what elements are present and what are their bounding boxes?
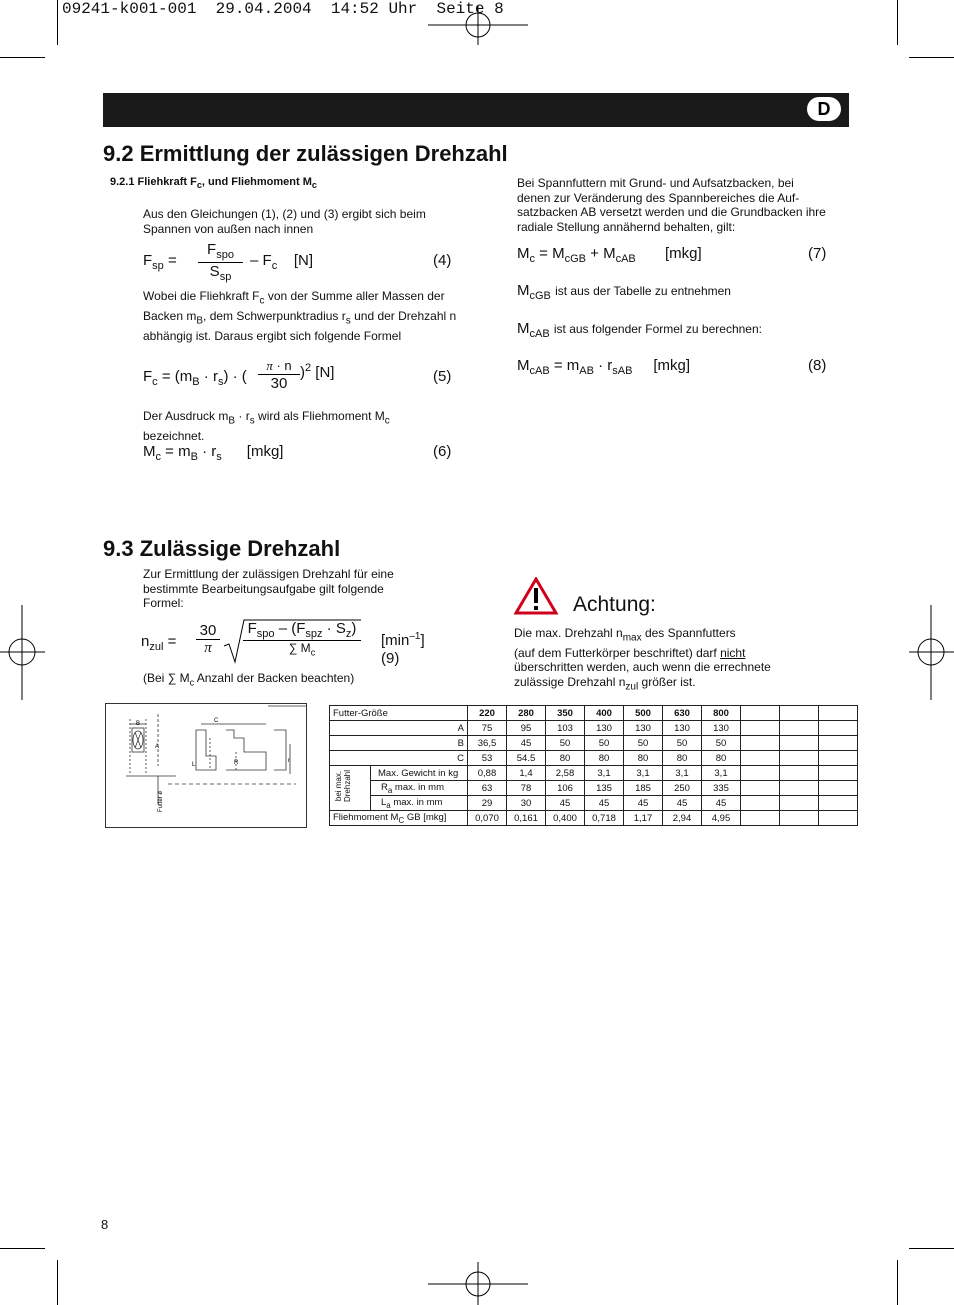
table-cell: 80 — [624, 751, 663, 766]
crop-mark — [57, 1260, 58, 1305]
table-cell: 45 — [663, 796, 702, 811]
diagram-label-la: L — [192, 762, 196, 768]
table-header-cell: 800 — [702, 706, 741, 721]
table-cell: 130 — [663, 721, 702, 736]
equation-4-number: (4) — [433, 252, 452, 269]
table-cell: 95 — [507, 721, 546, 736]
table-cell: 3,1 — [585, 766, 624, 781]
table-cell: 50 — [624, 736, 663, 751]
row-label-text: Max. Gewicht in kg — [378, 767, 459, 779]
table-row-label: A — [330, 721, 468, 736]
equation-9-radicand: $F_{spo} - (F_{spz} \cdot S_z)$ ∑ $M_c$ — [243, 620, 361, 657]
table-cell: 50 — [546, 736, 585, 751]
table-cell: 3,1 — [624, 766, 663, 781]
diagram-label-a: A — [155, 744, 160, 750]
print-header: 09241-k001-001 29.04.2004 14:52 Uhr Seite 8 — [62, 0, 504, 18]
table-cell: 80 — [585, 751, 624, 766]
table-cell: 45 — [507, 736, 546, 751]
table-cell: 130 — [702, 721, 741, 736]
table-cell: 50 — [585, 736, 624, 751]
table-cell: 63 — [468, 781, 507, 796]
diagram-label-c: C — [214, 718, 219, 724]
table-cell: 78 — [507, 781, 546, 796]
table-cell: 45 — [546, 796, 585, 811]
equation-6-number: (6) — [433, 443, 452, 460]
crop-mark — [0, 1248, 45, 1249]
table-header-cell: 220 — [468, 706, 507, 721]
mcab-line: $M_{cAB}$ ist aus folgender Formel zu berechnen: — [517, 320, 762, 340]
table-row — [330, 811, 858, 826]
table-row — [330, 766, 858, 781]
table-cell: 0,161 — [507, 811, 546, 826]
table-cell: 106 — [546, 781, 585, 796]
equation-9-fraction: 30 π — [196, 622, 220, 657]
table-cell: 36,5 — [468, 736, 507, 751]
equation-4-fraction: $F_{spo}$ $S_{sp}$ — [198, 241, 243, 283]
table-cell: 135 — [585, 781, 624, 796]
equation-4-tail: – $F_c$ [N] — [250, 252, 314, 272]
equation-7-number: (7) — [808, 245, 827, 262]
table-cell: 0,400 — [546, 811, 585, 826]
table-row-label: B — [330, 736, 468, 751]
table-cell: 50 — [702, 736, 741, 751]
crop-mark — [897, 1260, 898, 1305]
table-header-cell: 400 — [585, 706, 624, 721]
table-header-cell: 280 — [507, 706, 546, 721]
equation-4: $F_{sp}$ = — [143, 252, 177, 272]
subsection-title: 9.2.1 Fliehkraft $F_c$, und Fliehmoment $M_c$ — [110, 176, 317, 191]
warning-text: Die max. Drehzahl $n_{max}$ des Spannfutters (auf dem Futterkörper beschriftet) darf nicht überschritten werden, auch wenn die errechnete zulässige Drehzahl $n_{zul}$ größer ist. — [514, 626, 771, 693]
registration-mark-bottom — [428, 1262, 528, 1305]
warning-triangle-icon — [514, 577, 558, 615]
table-cell: 250 — [663, 781, 702, 796]
table-cell: 29 — [468, 796, 507, 811]
section-title-9-2: 9.2 Ermittlung der zulässigen Drehzahl — [103, 141, 508, 166]
table-row — [330, 751, 858, 766]
equation-9: $n_{zul}$ = — [141, 633, 177, 653]
table-header-label: Futter-Größe — [330, 706, 468, 721]
table-cell: 1,17 — [624, 811, 663, 826]
table-row-label: C — [330, 751, 468, 766]
table-row — [330, 736, 858, 751]
equation-5-tail: )$^2$ [N] — [300, 362, 335, 381]
equation-7: $M_c = M_{cGB} + M_{cAB}$ [mkg] — [517, 245, 702, 265]
diagram-label-futter: Futter ø — [158, 790, 164, 812]
paragraph: Aus den Gleichungen (1), (2) und (3) ergibt sich beim Spannen von außen nach innen — [143, 207, 426, 236]
table-cell: 53 — [468, 751, 507, 766]
equation-9-note: (Bei ∑ $M_c$ Anzahl der Backen beachten) — [143, 671, 355, 688]
table-cell: 1,4 — [507, 766, 546, 781]
equation-6: $M_c = m_B \cdot r_s$ [mkg] — [143, 443, 284, 463]
diagram-label-ra: R — [234, 760, 239, 766]
table-cell: 0,88 — [468, 766, 507, 781]
equation-9-number: (9) — [381, 650, 400, 667]
table-row — [330, 706, 858, 721]
table-cell: 45 — [702, 796, 741, 811]
crop-mark — [909, 1248, 954, 1249]
table-header-cell: 350 — [546, 706, 585, 721]
table-cell: 45 — [624, 796, 663, 811]
table-cell: 75 — [468, 721, 507, 736]
section-title-9-3: 9.3 Zulässige Drehzahl — [103, 536, 341, 561]
table-cell: 80 — [663, 751, 702, 766]
table-cell: 0,718 — [585, 811, 624, 826]
table-cell: 185 — [624, 781, 663, 796]
mcgb-line: $M_{cGB}$ ist aus der Tabelle zu entnehmen — [517, 282, 731, 302]
equation-5-number: (5) — [433, 368, 452, 385]
equation-5: $F_c = (m_B \cdot r_s)$ · ( — [143, 368, 247, 388]
group-label-cell — [330, 766, 371, 810]
table-row — [330, 721, 858, 736]
table-cell: 50 — [663, 736, 702, 751]
paragraph: Bei Spannfuttern mit Grund- und Aufsatzbacken, bei denen zur Veränderung des Spannbereiches die Auf-satzbacken AB versetzt werden und die Grundbacken ihre radiale Stellung annähernd behalten, gilt: — [517, 176, 826, 234]
registration-mark-right — [909, 605, 954, 700]
crop-mark — [57, 0, 58, 45]
group-label: bei max. Drehzahl — [334, 770, 352, 803]
table-row — [330, 781, 858, 796]
table-row-label: $R_a$ max. in mm — [330, 781, 468, 796]
table-cell: 2,94 — [663, 811, 702, 826]
table-row-label: $L_a$ max. in mm — [330, 796, 468, 811]
table-header-cell: 500 — [624, 706, 663, 721]
table-row-label: Fliehmoment $M_C$ GB [mkg] — [330, 811, 468, 826]
table-cell: 103 — [546, 721, 585, 736]
registration-mark-left — [0, 605, 45, 700]
crop-mark — [897, 0, 898, 45]
paragraph: Zur Ermittlung der zulässigen Drehzahl für eine bestimmte Bearbeitungsaufgabe gilt folgende Formel: — [143, 567, 394, 610]
warning-title: Achtung: — [573, 593, 656, 616]
table-row — [330, 796, 858, 811]
table-cell: 2,58 — [546, 766, 585, 781]
equation-8: $M_{cAB} = m_{AB} \cdot r_{sAB}$ [mkg] — [517, 357, 691, 377]
table-cell: 3,1 — [702, 766, 741, 781]
diagram-label-rs: r — [288, 758, 290, 764]
table-cell: 80 — [702, 751, 741, 766]
page-number: 8 — [101, 1217, 109, 1232]
jaw-data-table — [329, 705, 858, 826]
language-badge: D — [807, 97, 841, 121]
equation-8-number: (8) — [808, 357, 827, 374]
jaw-diagram-drawing — [106, 704, 306, 827]
table-cell: 54.5 — [507, 751, 546, 766]
table-cell: 30 — [507, 796, 546, 811]
table-cell: 0,070 — [468, 811, 507, 826]
table-header-cell: 630 — [663, 706, 702, 721]
table-cell: 130 — [624, 721, 663, 736]
paragraph: Der Ausdruck $m_B \cdot r_s$ wird als Fliehmoment $M_c$ bezeichnet. — [143, 409, 390, 443]
table-cell: 80 — [546, 751, 585, 766]
table-cell: 45 — [585, 796, 624, 811]
table-cell: 130 — [585, 721, 624, 736]
paragraph: Wobei die Fliehkraft $F_c$ von der Summe aller Massen der Backen $m_B$, dem Schwerpunktradius $r_s$ und der Drehzahl n abhängig ist. Daraus ergibt sich folgende Formel — [143, 289, 457, 343]
equation-5-fraction: π · n 30 — [258, 358, 300, 392]
table-cell: 335 — [702, 781, 741, 796]
equation-9-unit: $[\min^{-1}]$ — [381, 631, 425, 649]
crop-mark — [909, 57, 954, 58]
jaw-diagram — [105, 703, 307, 828]
diagram-label-b: B — [136, 721, 141, 727]
table-cell: 4,95 — [702, 811, 741, 826]
table-cell: 3,1 — [663, 766, 702, 781]
section-bar — [103, 93, 849, 127]
jaw-table — [329, 705, 858, 826]
crop-mark — [0, 57, 45, 58]
